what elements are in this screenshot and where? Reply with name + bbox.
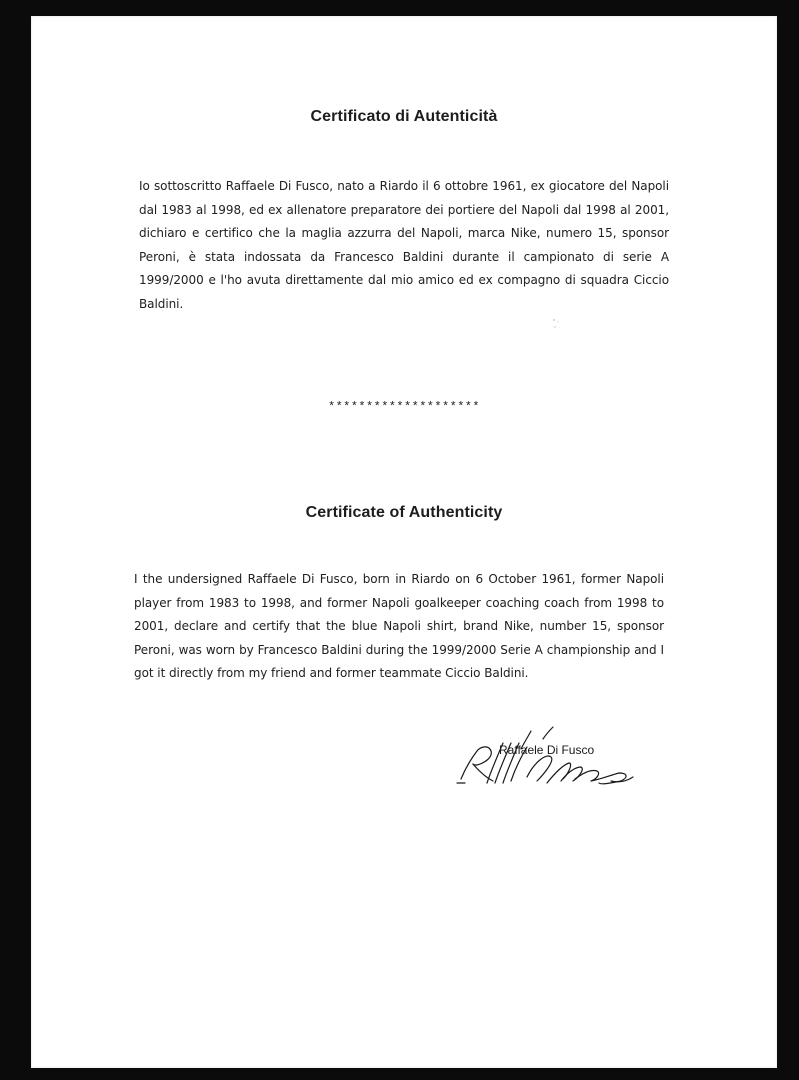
- italian-title: Certificato di Autenticità: [310, 108, 498, 125]
- certificate-page: [31, 16, 777, 1068]
- italian-statement: Io sottoscritto Raffaele Di Fusco, nato a Riardo il 6 ottobre 1961, ex giocatore del Napoli dal 1983 al 1998, ed ex allenatore preparatore dei portiere del Napoli dal 1998 al 2001, dichiaro e certifico che la maglia azzurra del Napoli, marca Nike, numero 15, sponsor Peroni, è stata indossata da Francesco Baldini durante il campionato di serie A 1999/2000 e l'ho avuta direttamente dal mio amico ed ex compagno di squadra Ciccio Baldini.: [139, 179, 669, 311]
- section-separator: ********************: [327, 400, 481, 414]
- signature-block: [451, 721, 651, 811]
- paper-speck: [551, 317, 563, 331]
- english-title: Certificate of Authenticity: [305, 504, 503, 521]
- english-statement: I the undersigned Raffaele Di Fusco, born in Riardo on 6 October 1961, former Napoli player from 1983 to 1998, and former Napoli goalkeeper coaching coach from 1998 to 2001, declare and certify that the blue Napoli shirt, brand Nike, number 15, sponsor Peroni, was worn by Francesco Baldini during the 1999/2000 Serie A championship and I got it directly from my friend and former teammate Ciccio Baldini.: [134, 572, 664, 681]
- handwritten-signature-icon: [451, 721, 651, 811]
- signatory-name: Raffaele Di Fusco: [499, 743, 595, 757]
